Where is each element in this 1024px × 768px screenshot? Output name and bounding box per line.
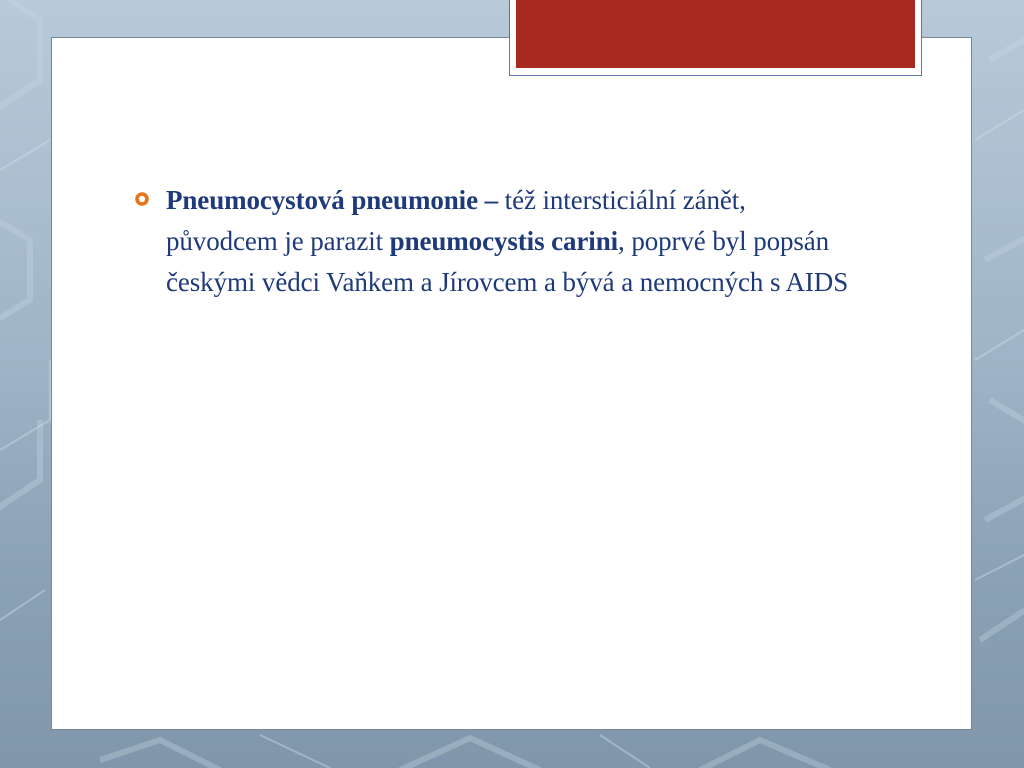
bullet-item <box>135 180 855 303</box>
bullet-description-1: též intersticiální zánět, původcem je parazit <box>166 185 746 256</box>
bullet-organism: pneumocystis carini <box>389 226 619 256</box>
title-tab <box>509 0 922 76</box>
slide-content-panel <box>51 37 972 730</box>
bullet-description-2: , poprvé byl popsán českými vědci Vaňkem a Jírovcem a bývá a nemocných s AIDS <box>166 226 849 297</box>
bullet-dash: – <box>477 185 505 215</box>
circle-bullet-icon <box>135 192 149 206</box>
title-accent-bar <box>516 0 915 68</box>
bullet-term: Pneumocystová pneumonie <box>166 185 478 215</box>
bullet-text <box>166 180 855 303</box>
